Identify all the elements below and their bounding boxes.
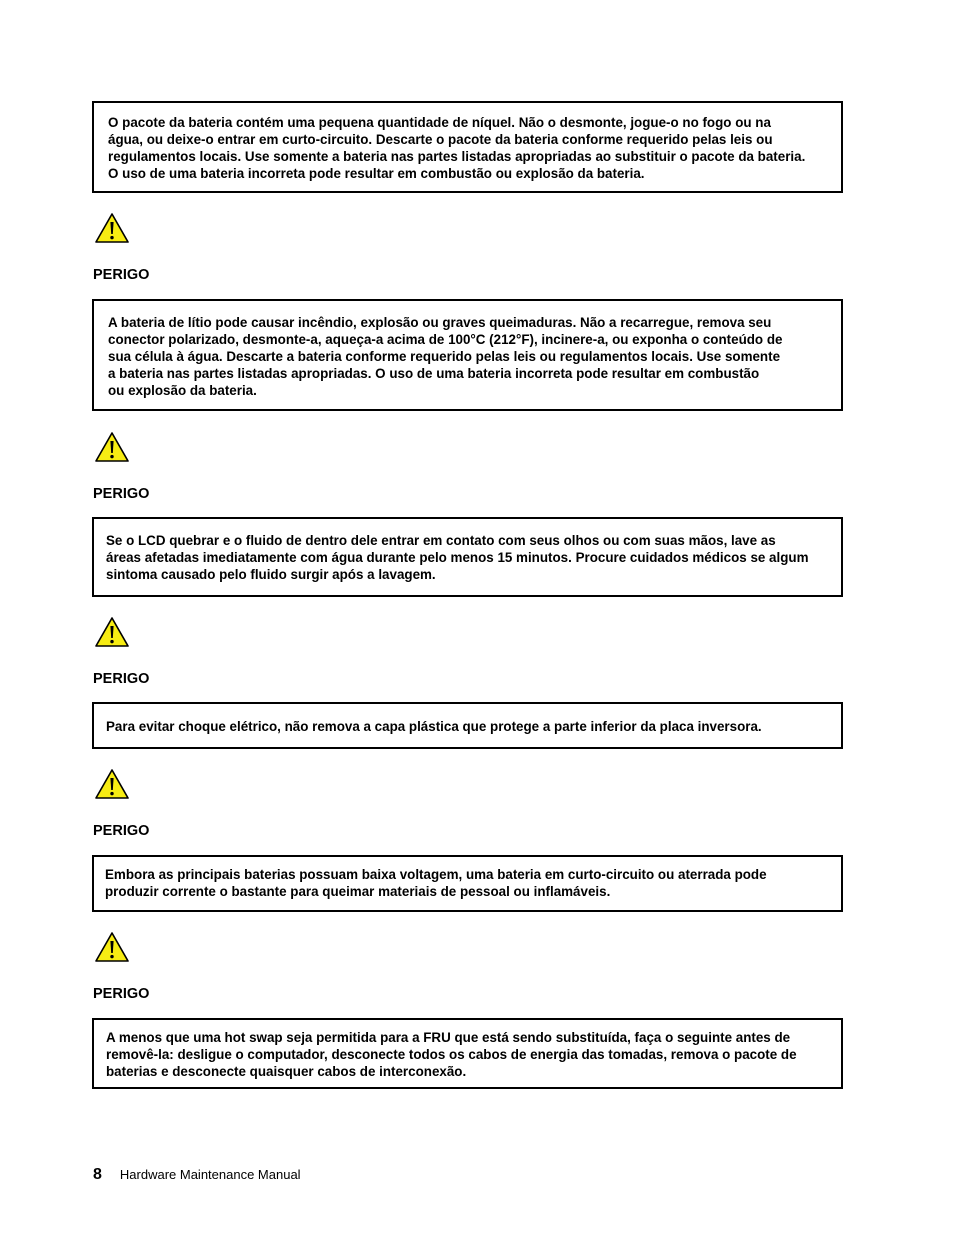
warning-triangle-icon — [94, 931, 130, 963]
notice-box-hot-swap — [92, 1018, 843, 1089]
page-footer — [93, 1166, 301, 1186]
danger-label: PERIGO — [93, 486, 150, 502]
warning-triangle-icon — [94, 768, 130, 800]
danger-label: PERIGO — [93, 986, 150, 1002]
page-number: 8 — [93, 1166, 102, 1183]
notice-box-lcd-fluid — [92, 517, 843, 597]
notice-text: Para evitar choque elétrico, não remova a capa plástica que protege a parte inferior da placa inversora. — [106, 719, 762, 734]
notice-box-electric-shock — [92, 702, 843, 749]
notice-text: Se o LCD quebrar e o fluido de dentro dele entrar em contato com seus olhos ou com suas mãos, lave as áreas afetadas imediatamente com água durante pelo menos 15 minutos. Procure cuidados médicos se algum sintoma causado pelo fluido surgir após a lavagem. — [106, 533, 809, 582]
notice-text: A bateria de lítio pode causar incêndio, explosão ou graves queimaduras. Não a recarregue, remova seu conector polarizado, desmonte-a, aqueça-a acima de 100°C (212°F), incinere-a, ou exponha o conteúdo de sua célula à água. Descarte a bateria conforme requerido pelas leis ou regulamentos locais. Use somente a bateria nas partes listadas apropriadas. O uso de uma bateria incorreta pode resultar em combustão ou explosão da bateria. — [108, 315, 783, 398]
danger-label: PERIGO — [93, 267, 150, 283]
warning-triangle-icon — [94, 431, 130, 463]
notice-text: Embora as principais baterias possuam baixa voltagem, uma bateria em curto-circuito ou aterrada pode produzir corrente o bastante para queimar materiais de pessoal ou inflamáveis. — [105, 867, 767, 899]
warning-triangle-icon — [94, 212, 130, 244]
notice-text: A menos que uma hot swap seja permitida para a FRU que está sendo substituída, faça o seguinte antes de removê-la: desligue o computador, desconecte todos os cabos de energia das tomadas, remova o pacote de baterias e desconecte quaisquer cabos de interconexão. — [106, 1030, 797, 1079]
notice-box-lithium-battery — [92, 299, 843, 411]
notice-box-short-circuit — [92, 855, 843, 912]
notice-box-nickel-battery — [92, 101, 843, 193]
danger-label: PERIGO — [93, 671, 150, 687]
warning-triangle-icon — [94, 616, 130, 648]
danger-label: PERIGO — [93, 823, 150, 839]
manual-title: Hardware Maintenance Manual — [119, 1167, 301, 1182]
notice-text: O pacote da bateria contém uma pequena quantidade de níquel. Não o desmonte, jogue-o no fogo ou na água, ou deixe-o entrar em curto-circuito. Descarte o pacote da bateria conforme requerido pelas leis ou regulamentos locais. Use somente a bateria nas partes listadas apropriadas ao substituir o pacote da bateria. O uso de uma bateria incorreta pode resultar em combustão ou explosão da bateria. — [108, 115, 806, 181]
